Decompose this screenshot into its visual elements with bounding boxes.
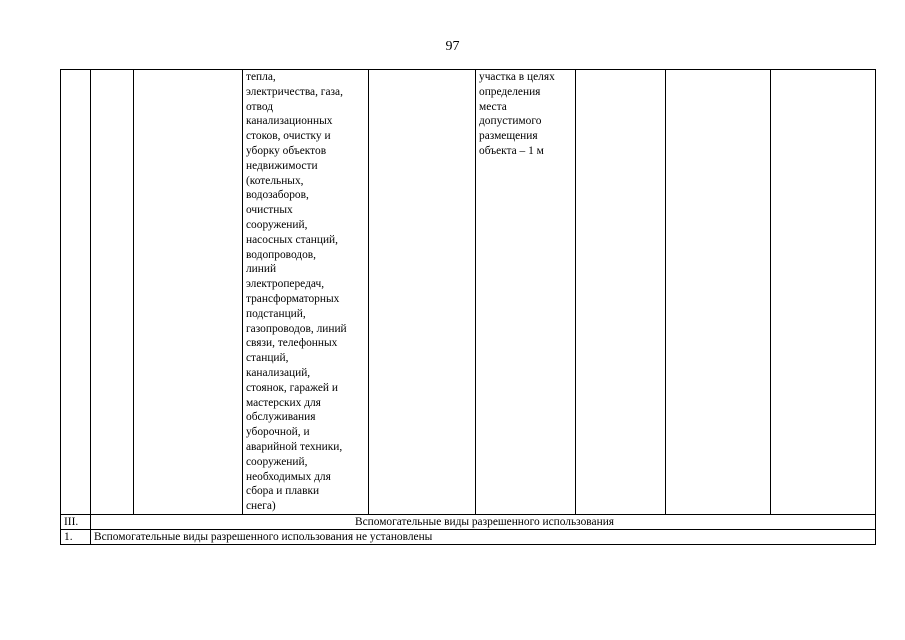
table-cell-number: [61, 70, 91, 515]
item-number: 1.: [61, 530, 91, 545]
table-cell-code: [91, 70, 134, 515]
section-title: Вспомогательные виды разрешенного использования: [91, 515, 876, 530]
table-cell-use-name: [134, 70, 243, 515]
table-cell-parameters: участка в целях определения места допустимого размещения объекта – 1 м: [476, 70, 576, 515]
table-cell-empty: [771, 70, 876, 515]
table-row: [61, 70, 876, 515]
table-cell-use-description: тепла, электричества, газа, отвод канализационных стоков, очистку и уборку объектов недвижимости (котельных, водозаборов, очистных сооружений, насосных станций, водопроводов, линий электропередач, трансформаторных подстанций, газопроводов, линий связи, телефонных станций, канализаций, стоянок, гаражей и мастерских для обслуживания уборочной, и аварийной техники, сооружений, необходимых для сбора и плавки снега): [243, 70, 369, 515]
section-number: III.: [61, 515, 91, 530]
item-text: Вспомогательные виды разрешенного использования не установлены: [91, 530, 876, 545]
table-cell-empty: [369, 70, 476, 515]
table-cell-empty: [576, 70, 666, 515]
land-use-table: [60, 69, 876, 545]
section-header-row: [61, 515, 876, 530]
page-number: 97: [445, 39, 460, 54]
table-cell-empty: [666, 70, 771, 515]
table-row: [61, 530, 876, 545]
